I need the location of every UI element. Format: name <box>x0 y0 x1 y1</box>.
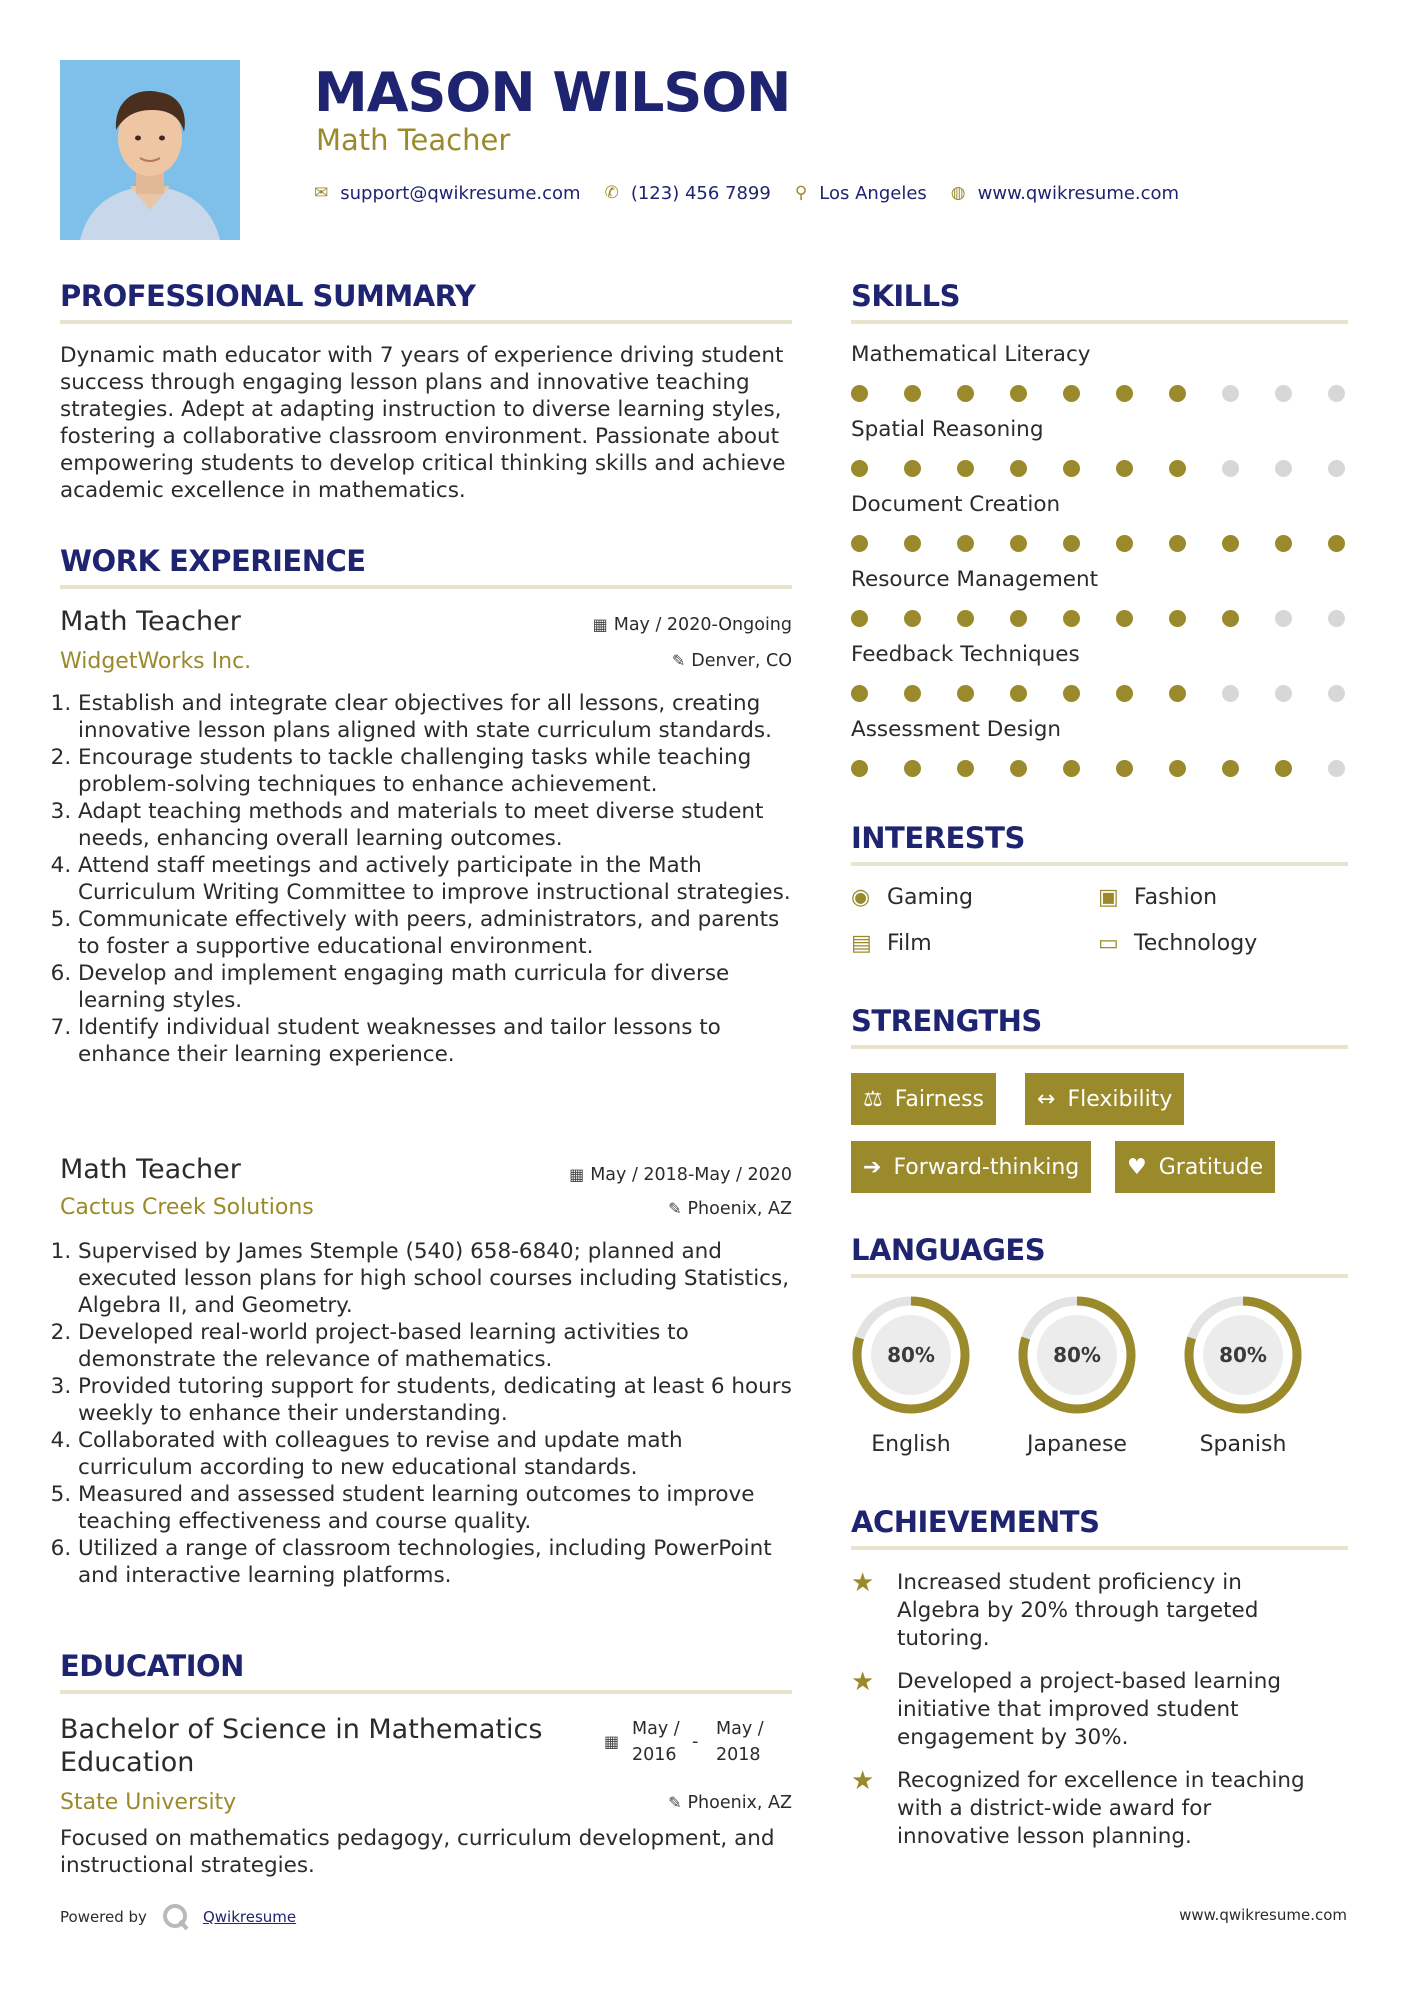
achievement-item: ★ Developed a project-based learning initiative that improved student engagement by 30%. <box>851 1667 1282 1750</box>
section-heading-summary: PROFESSIONAL SUMMARY <box>60 279 476 313</box>
strength-tag: ↔ Flexibility <box>1025 1073 1184 1125</box>
person-avatar-icon <box>60 60 240 240</box>
skill-rating-dot <box>904 460 921 477</box>
skill-rating-dot <box>1222 460 1239 477</box>
skill-rating-dot <box>1275 685 1292 702</box>
profile-photo <box>60 60 240 240</box>
section-heading-skills: SKILLS <box>851 279 960 313</box>
skill-rating-dot <box>851 610 868 627</box>
skill-rating-dot <box>1010 385 1027 402</box>
skill-rating-dot <box>1328 760 1345 777</box>
summary-text: Dynamic math educator with 7 years of experience driving student success through engaging lesson plans and innovative teaching strategies. Adept at adapting instruction to diverse learning styles, fostering a collaborative classroom environment. Passionate about empowering students to develop critical thinking skills and achieve academic excellence in mathematics. <box>60 343 786 503</box>
skill-rating-dot <box>957 760 974 777</box>
skill-rating-dot <box>957 460 974 477</box>
list-item: 3. Provided tutoring support for students, dedicating at least 6 hours weekly to enhance their understanding. <box>78 1373 800 1427</box>
skill-rating-dot <box>851 535 868 552</box>
list-item: 2. Developed real-world project-based learning activities to demonstrate the relevance of mathematics. <box>78 1319 800 1373</box>
degree-title-line2: Education <box>60 1747 195 1778</box>
achievement-item: ★ Recognized for excellence in teaching with a district-wide award for innovative lesson planning. <box>851 1766 1305 1849</box>
skill-rating <box>851 385 1345 402</box>
contact-phone[interactable]: (123) 456 7899 <box>630 182 771 204</box>
skill-rating-dot <box>1275 385 1292 402</box>
skill-rating-dot <box>1010 610 1027 627</box>
language-name: Japanese <box>1027 1432 1127 1457</box>
envelope-icon: ✉ <box>314 183 329 203</box>
language-name: English <box>871 1432 951 1457</box>
contact-bar <box>314 178 1203 208</box>
skill-rating-dot <box>1328 460 1345 477</box>
skill-rating-dot <box>1222 760 1239 777</box>
list-item: 7. Identify individual student weaknesses and tailor lessons to enhance their learning experience. <box>78 1014 800 1068</box>
interest-item: ▭ Technology <box>1098 931 1258 956</box>
skill-rating-dot <box>957 685 974 702</box>
interest-item: ▤ Film <box>851 931 932 956</box>
skill-rating-dot <box>1063 760 1080 777</box>
map-pin-icon: ⚲ <box>794 183 808 203</box>
list-item: 2. Encourage students to tackle challenging tasks while teaching problem-solving techniques to enhance achievement. <box>78 744 800 798</box>
skill-rating-dot <box>1169 760 1186 777</box>
skill-rating-dot <box>1222 535 1239 552</box>
skill-rating-dot <box>1169 385 1186 402</box>
skill-rating <box>851 535 1345 552</box>
job-date: ▦ May / 2020-Ongoing <box>592 615 792 635</box>
job-company: Cactus Creek Solutions <box>60 1195 314 1220</box>
skill-rating-dot <box>851 460 868 477</box>
pushpin-icon: ✎ <box>668 1199 682 1218</box>
section-heading-interests: INTERESTS <box>851 821 1025 855</box>
skill-rating-dot <box>1275 610 1292 627</box>
skill-rating-dot <box>851 385 868 402</box>
section-heading-strengths: STRENGTHS <box>851 1004 1042 1038</box>
skill-item <box>851 566 1351 641</box>
heart-icon: ♥ <box>1127 1154 1147 1180</box>
job-company: WidgetWorks Inc. <box>60 649 252 674</box>
skill-rating <box>851 460 1345 477</box>
skill-item <box>851 716 1351 791</box>
arrows-horizontal-icon: ↔ <box>1037 1086 1056 1112</box>
calendar-icon: ▦ <box>569 1165 585 1184</box>
skill-rating-dot <box>1169 535 1186 552</box>
skill-rating-dot <box>851 685 868 702</box>
job-title: Math Teacher <box>60 606 241 637</box>
language-progress-ring <box>1017 1295 1137 1415</box>
skill-rating-dot <box>1116 535 1133 552</box>
candidate-title: Math Teacher <box>316 123 511 157</box>
skill-rating-dot <box>1010 535 1027 552</box>
section-heading-education: EDUCATION <box>60 1649 244 1683</box>
skill-rating-dot <box>1063 460 1080 477</box>
languages-list <box>851 1295 1351 1465</box>
skill-rating-dot <box>1010 685 1027 702</box>
contact-website[interactable]: www.qwikresume.com <box>977 182 1180 204</box>
education-date: ▦ May / 2016 - May / 2018 <box>604 1719 764 1765</box>
language-item <box>851 1295 971 1459</box>
skill-name: Resource Management <box>851 567 1099 592</box>
skills-list <box>851 341 1351 791</box>
skill-rating-dot <box>1328 610 1345 627</box>
section-heading-experience: WORK EXPERIENCE <box>60 544 366 578</box>
footer-powered-by: Powered by Qwikresume <box>60 1902 296 1932</box>
gamepad-icon: ◉ <box>851 885 871 910</box>
skill-rating-dot <box>1116 385 1133 402</box>
list-item: 1. Establish and integrate clear objectives for all lessons, creating innovative lesson plans aligned with state curriculum standards. <box>78 690 800 744</box>
shopping-bag-icon: ▣ <box>1098 885 1119 910</box>
section-heading-languages: LANGUAGES <box>851 1233 1046 1267</box>
job-bullets <box>60 690 800 1068</box>
skill-name: Mathematical Literacy <box>851 342 1091 367</box>
skill-rating-dot <box>1063 385 1080 402</box>
skill-rating-dot <box>1063 535 1080 552</box>
qwikresume-logo-icon <box>161 1902 191 1932</box>
contact-email[interactable]: support@qwikresume.com <box>340 182 581 204</box>
language-percent-label: 80% <box>1219 1343 1267 1367</box>
school-name: State University <box>60 1790 237 1815</box>
school-location: ✎ Phoenix, AZ <box>668 1793 792 1813</box>
pushpin-icon: ✎ <box>671 651 686 670</box>
calendar-icon: ▦ <box>592 615 608 634</box>
skill-rating-dot <box>1169 685 1186 702</box>
strength-tag: ♥ Gratitude <box>1115 1141 1275 1193</box>
list-item: 6. Develop and implement engaging math curricula for diverse learning styles. <box>78 960 800 1014</box>
skill-name: Assessment Design <box>851 717 1062 742</box>
skill-rating-dot <box>904 385 921 402</box>
language-progress-ring <box>851 1295 971 1415</box>
skill-rating <box>851 760 1345 777</box>
star-icon: ★ <box>851 1568 875 1598</box>
skill-rating-dot <box>1010 460 1027 477</box>
star-icon: ★ <box>851 1667 875 1697</box>
film-icon: ▤ <box>851 931 872 956</box>
balance-scale-icon: ⚖ <box>863 1086 883 1112</box>
skill-name: Spatial Reasoning <box>851 417 1044 442</box>
section-divider <box>851 1045 1348 1049</box>
list-item: 6. Utilized a range of classroom technologies, including PowerPoint and interactive learning platforms. <box>78 1535 800 1589</box>
skill-rating-dot <box>957 385 974 402</box>
skill-rating-dot <box>1328 685 1345 702</box>
skill-rating-dot <box>904 610 921 627</box>
achievement-item: ★ Increased student proficiency in Algebra by 20% through targeted tutoring. <box>851 1568 1259 1651</box>
skill-item <box>851 416 1351 491</box>
skill-rating-dot <box>904 760 921 777</box>
language-item <box>1183 1295 1303 1459</box>
globe-icon: ◍ <box>950 183 966 203</box>
skill-rating <box>851 685 1345 702</box>
footer-url[interactable]: www.qwikresume.com <box>1179 1906 1347 1924</box>
section-divider <box>851 1274 1348 1278</box>
skill-rating-dot <box>1328 385 1345 402</box>
skill-rating-dot <box>1275 460 1292 477</box>
skill-rating-dot <box>1116 685 1133 702</box>
section-heading-achievements: ACHIEVEMENTS <box>851 1505 1100 1539</box>
arrow-right-icon: ➔ <box>863 1154 882 1180</box>
skill-rating-dot <box>904 685 921 702</box>
pushpin-icon: ✎ <box>668 1793 682 1812</box>
skill-rating-dot <box>851 760 868 777</box>
job-location: ✎ Phoenix, AZ <box>668 1199 792 1219</box>
skill-name: Feedback Techniques <box>851 642 1080 667</box>
skill-rating <box>851 610 1345 627</box>
skill-rating-dot <box>1063 610 1080 627</box>
skill-rating-dot <box>904 535 921 552</box>
interest-item: ▣ Fashion <box>1098 885 1218 910</box>
skill-rating-dot <box>1116 760 1133 777</box>
language-item <box>1017 1295 1137 1459</box>
skill-rating-dot <box>1222 685 1239 702</box>
calendar-icon: ▦ <box>604 1732 620 1751</box>
skill-rating-dot <box>1275 535 1292 552</box>
list-item: 3. Adapt teaching methods and materials to meet diverse student needs, enhancing overall learning outcomes. <box>78 798 800 852</box>
skill-rating-dot <box>1328 535 1345 552</box>
skill-item <box>851 491 1351 566</box>
skill-rating-dot <box>1222 385 1239 402</box>
laptop-icon: ▭ <box>1098 931 1119 956</box>
skill-rating-dot <box>1169 610 1186 627</box>
list-item: 5. Communicate effectively with peers, administrators, and parents to foster a supportive educational environment. <box>78 906 800 960</box>
skill-rating-dot <box>1116 610 1133 627</box>
star-icon: ★ <box>851 1766 875 1796</box>
list-item: 5. Measured and assessed student learning outcomes to improve teaching effectiveness and course quality. <box>78 1481 800 1535</box>
job-location: ✎ Denver, CO <box>671 651 792 671</box>
skill-rating-dot <box>957 610 974 627</box>
section-divider <box>60 585 792 589</box>
skill-rating-dot <box>1063 685 1080 702</box>
section-divider <box>60 320 792 324</box>
job-date: ▦ May / 2018-May / 2020 <box>569 1165 792 1185</box>
job-bullets <box>60 1238 800 1589</box>
candidate-name: MASON WILSON <box>314 61 791 124</box>
skill-rating-dot <box>1222 610 1239 627</box>
job-title: Math Teacher <box>60 1154 241 1185</box>
skill-item <box>851 341 1351 416</box>
section-divider <box>851 320 1348 324</box>
strength-tag: ⚖ Fairness <box>851 1073 996 1125</box>
skill-rating-dot <box>957 535 974 552</box>
list-item: 4. Collaborated with colleagues to revise and update math curriculum according to new educational standards. <box>78 1427 800 1481</box>
footer-brand-link[interactable]: Qwikresume <box>202 1908 297 1926</box>
contact-location: Los Angeles <box>819 182 927 204</box>
language-percent-label: 80% <box>887 1343 935 1367</box>
education-description: Focused on mathematics pedagogy, curriculum development, and instructional strategies. <box>60 1826 775 1878</box>
skill-rating-dot <box>1169 460 1186 477</box>
section-divider <box>851 1546 1348 1550</box>
section-divider <box>851 862 1348 866</box>
skill-name: Document Creation <box>851 492 1061 517</box>
interest-item: ◉ Gaming <box>851 885 973 910</box>
skill-item <box>851 641 1351 716</box>
list-item: 1. Supervised by James Stemple (540) 658-6840; planned and executed lesson plans for high school courses including Statistics, Algebra II, and Geometry. <box>78 1238 800 1319</box>
language-percent-label: 80% <box>1053 1343 1101 1367</box>
language-name: Spanish <box>1199 1432 1287 1457</box>
skill-rating-dot <box>1275 760 1292 777</box>
skill-rating-dot <box>1116 460 1133 477</box>
skill-rating-dot <box>1010 760 1027 777</box>
language-progress-ring <box>1183 1295 1303 1415</box>
strength-tag: ➔ Forward-thinking <box>851 1141 1091 1193</box>
list-item: 4. Attend staff meetings and actively participate in the Math Curriculum Writing Committee to improve instructional strategies. <box>78 852 800 906</box>
phone-icon: ✆ <box>604 183 619 203</box>
degree-title-line1: Bachelor of Science in Mathematics <box>60 1714 543 1745</box>
section-divider <box>60 1690 792 1694</box>
